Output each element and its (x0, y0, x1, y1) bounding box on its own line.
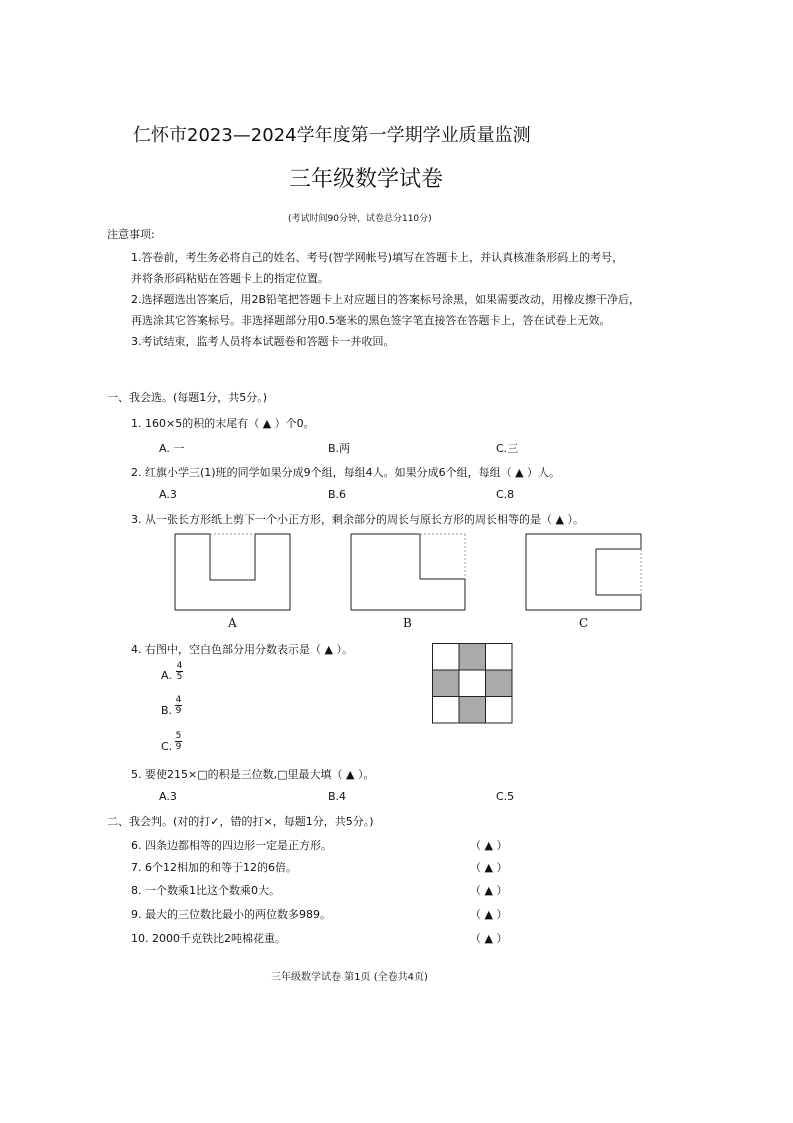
q2-option-a: A.3 (159, 488, 177, 501)
q4-option-b-letter: B. (161, 704, 173, 717)
fraction-denominator: 5 (176, 672, 183, 682)
q3-label-b: B (403, 616, 412, 630)
grid-cell-shaded (433, 670, 460, 697)
q1-option-a: A. 一 (159, 442, 185, 455)
q2-option-c: C.8 (496, 488, 515, 501)
q2-option-b: B.6 (328, 488, 347, 501)
fraction-numerator: 4 (175, 695, 182, 705)
q3-figure-c (526, 534, 641, 610)
q5-option-c: C.5 (496, 790, 515, 803)
note-line: 3.考试结束，监考人员将本试题卷和答题卡一并收回。 (131, 335, 395, 348)
grid-cell-blank (486, 697, 513, 724)
q3-figure-a (175, 534, 290, 610)
q5-text: 5. 要使215×□的积是三位数,□里最大填（ ▲ ）。 (131, 768, 375, 781)
grid-cell-blank (433, 644, 460, 671)
judge-item-answer: （ ▲ ） (470, 932, 508, 945)
fraction-numerator: 4 (176, 661, 183, 671)
notes-heading: 注意事项: (107, 228, 155, 241)
exam-subtitle: 三年级数学试卷 (289, 167, 444, 192)
fraction-numerator: 5 (175, 731, 182, 741)
q3-text: 3. 从一张长方形纸上剪下一个小正方形，剩余部分的周长与原长方形的周长相等的是（ ▲ ）。 (131, 513, 584, 526)
grid-cell-blank (459, 670, 486, 697)
q4-option-a-letter: A. (161, 669, 172, 682)
q2-text: 2. 红旗小学三(1)班的同学如果分成9个组，每组4人。如果分成6个组，每组（ ▲ ）人。 (131, 466, 561, 479)
note-line: 2.选择题选出答案后，用2B铅笔把答题卡上对应题目的答案标号涂黑，如果需要改动，用橡皮擦干净后， (131, 293, 641, 306)
fraction-denominator: 9 (175, 706, 182, 716)
judge-item-text: 10. 2000千克铁比2吨棉花重。 (131, 932, 286, 945)
q3-label-a: A (228, 616, 237, 630)
judge-item-answer: （ ▲ ） (470, 884, 508, 897)
q1-text: 1. 160×5的积的末尾有（ ▲ ）个0。 (131, 417, 315, 430)
q3-figure-b (351, 534, 465, 610)
judge-item-answer: （ ▲ ） (470, 908, 508, 921)
judge-item-text: 9. 最大的三位数比最小的两位数多989。 (131, 908, 331, 921)
grid-cell-shaded (459, 644, 486, 671)
note-line: 再选涂其它答案标号。非选择题部分用0.5毫米的黑色签字笔直接答在答题卡上，答在试卷上无效。 (131, 314, 611, 327)
q4-text: 4. 右图中，空白色部分用分数表示是（ ▲ ）。 (131, 643, 353, 656)
judge-item-text: 8. 一个数乘1比这个数乘0大。 (131, 884, 280, 897)
judge-item-text: 7. 6个12相加的和等于12的6倍。 (131, 861, 297, 874)
q4-option-c-letter: C. (161, 740, 173, 753)
note-line: 并将条形码粘贴在答题卡上的指定位置。 (131, 272, 329, 285)
judge-item-answer: （ ▲ ） (470, 861, 508, 874)
q4-option-c-fraction (175, 731, 182, 752)
judge-item-text: 6. 四条边都相等的四边形一定是正方形。 (131, 839, 332, 852)
q5-option-b: B.4 (328, 790, 347, 803)
grid-cell-blank (486, 644, 513, 671)
q4-option-a-fraction (176, 661, 183, 682)
exam-info: (考试时间90分钟，试卷总分110分) (288, 214, 432, 224)
fraction-denominator: 9 (175, 742, 182, 752)
q4-option-b-fraction (175, 695, 182, 716)
q3-label-c: C (579, 616, 589, 630)
section1-heading: 一、我会选。(每题1分，共5分。) (107, 391, 268, 404)
grid-cell-blank (433, 697, 460, 724)
exam-title: 仁怀市2023—2024学年度第一学期学业质量监测 (133, 125, 531, 146)
q1-option-c: C.三 (496, 442, 519, 455)
q5-option-a: A.3 (159, 790, 177, 803)
grid-cell-shaded (486, 670, 513, 697)
grid-cell-shaded (459, 697, 486, 724)
section2-heading: 二、我会判。(对的打✓，错的打×，每题1分，共5分。) (107, 815, 374, 828)
q1-option-b: B.两 (328, 442, 351, 455)
note-line: 1.答卷前，考生务必将自己的姓名、考号(智学网帐号)填写在答题卡上，并认真核准条形码上的考号， (131, 251, 624, 264)
q4-grid-figure (432, 643, 513, 724)
page-footer: 三年级数学试卷 第1页 (全卷共4页) (271, 972, 428, 983)
judge-item-answer: （ ▲ ） (470, 839, 508, 852)
